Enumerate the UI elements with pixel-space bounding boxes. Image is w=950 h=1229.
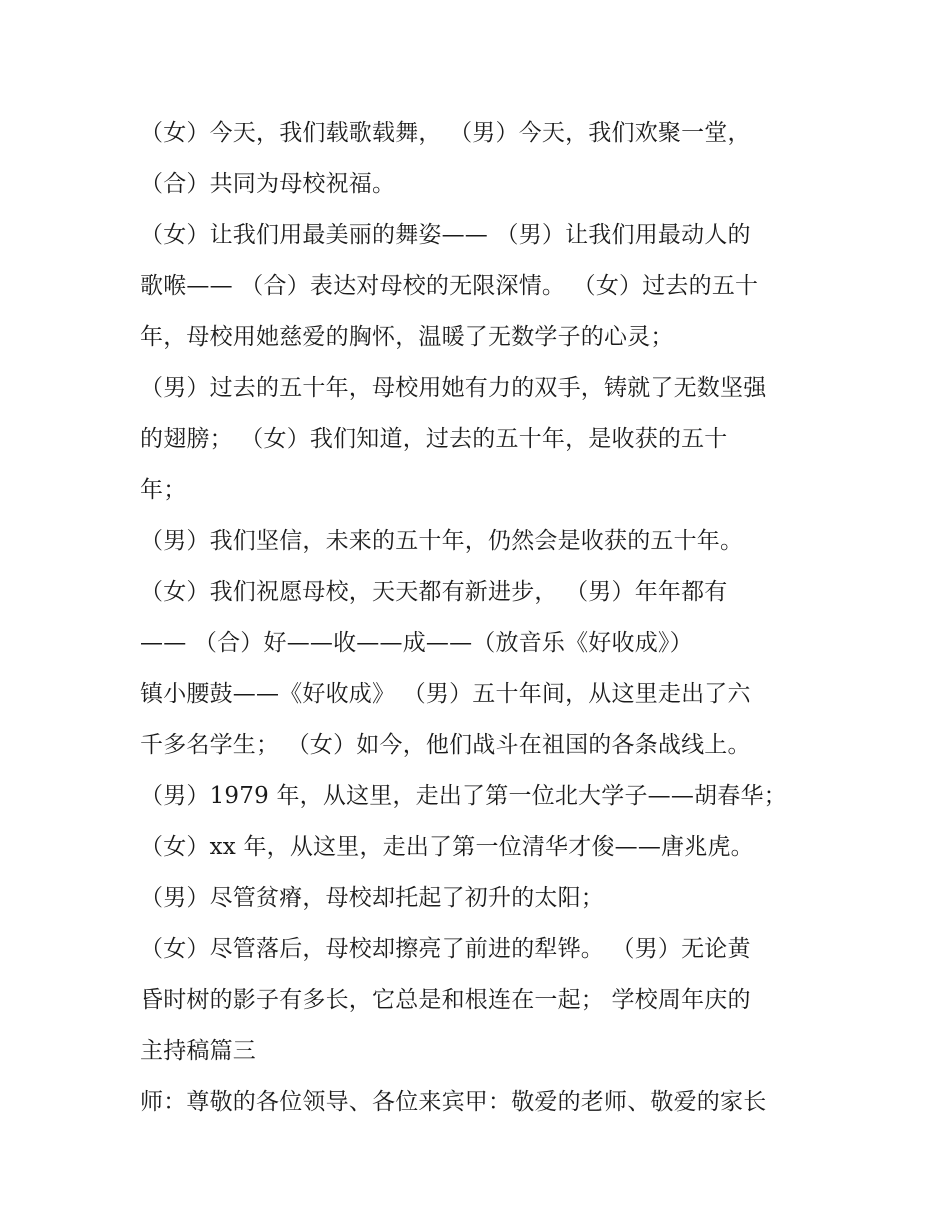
text-line: 年，母校用她慈爱的胸怀，温暖了无数学子的心灵； bbox=[140, 324, 674, 350]
text-line: （女）xx 年，从这里，走出了第一位清华才俊——唐兆虎。 bbox=[140, 834, 754, 860]
text-line: 千多名学生； （女）如今，他们战斗在祖国的各条战线上。 bbox=[140, 732, 751, 758]
text-line: （男）我们坚信，未来的五十年，仍然会是收获的五十年。 bbox=[140, 528, 744, 554]
text-line: （女）让我们用最美丽的舞姿—— （男）让我们用最动人的 bbox=[140, 222, 751, 248]
text-line: 主持稿篇三 bbox=[140, 1038, 256, 1064]
text-line: 的翅膀； （女）我们知道，过去的五十年，是收获的五十 bbox=[140, 426, 728, 452]
text-line: 歌喉—— （合）表达对母校的无限深情。 （女）过去的五十 bbox=[140, 273, 759, 299]
text-line: 镇小腰鼓——《好收成》 （男）五十年间，从这里走出了六 bbox=[140, 681, 751, 707]
text-line: 年； bbox=[140, 477, 187, 503]
text-line: 昏时树的影子有多长，它总是和根连在一起； 学校周年庆的 bbox=[140, 987, 751, 1013]
text-line: （男）1979 年，从这里，走出了第一位北大学子——胡春华； bbox=[140, 783, 787, 809]
text-line: （女）今天，我们载歌载舞， （男）今天，我们欢聚一堂， bbox=[140, 120, 751, 146]
text-line: （男）过去的五十年，母校用她有力的双手，铸就了无数坚强 bbox=[140, 375, 767, 401]
text-line: （合）共同为母校祝福。 bbox=[140, 171, 396, 197]
text-line: （女）尽管落后，母校却擦亮了前进的犁铧。 （男）无论黄 bbox=[140, 936, 751, 962]
text-line: 师：尊敬的各位领导、各位来宾甲：敬爱的老师、敬爱的家长 bbox=[140, 1089, 767, 1115]
text-line: （男）尽管贫瘠，母校却托起了初升的太阳； bbox=[140, 885, 604, 911]
document-body bbox=[140, 108, 830, 1128]
text-line: （女）我们祝愿母校，天天都有新进步， （男）年年都有 bbox=[140, 579, 728, 605]
text-line: —— （合）好——收——成——（放音乐《好收成》） bbox=[140, 630, 693, 656]
